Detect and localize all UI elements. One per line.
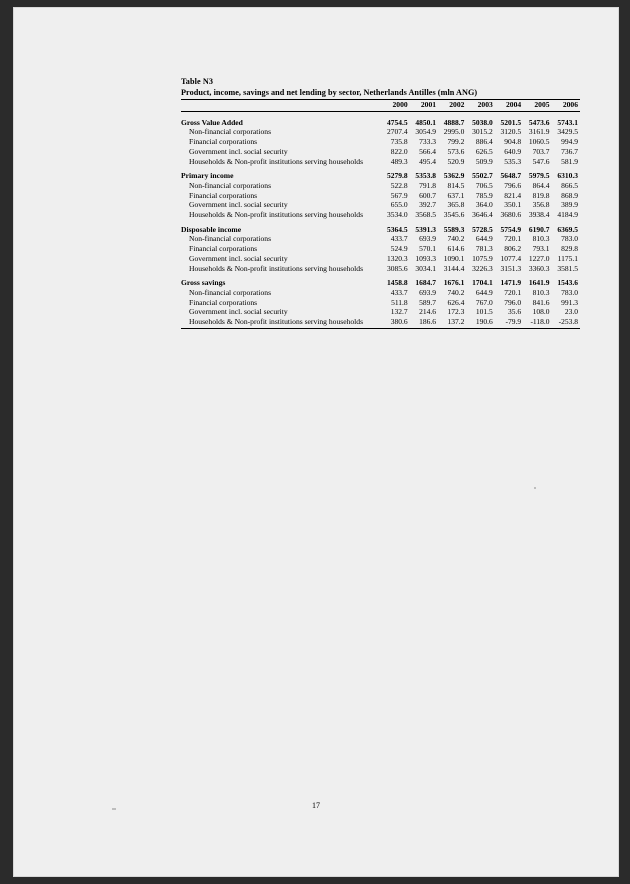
table-block (181, 76, 580, 329)
cell: 1320.3 (387, 253, 408, 263)
cell: 3034.1 (415, 263, 437, 273)
cell: 693.9 (419, 287, 437, 297)
cell: 3680.6 (500, 210, 522, 220)
cell: 1684.7 (415, 278, 437, 288)
cell: 2995.0 (443, 127, 465, 137)
table-row (181, 254, 580, 264)
cell: 5201.5 (500, 117, 522, 127)
page-content (14, 8, 618, 876)
cell: 524.9 (390, 244, 408, 254)
cell: 567.9 (390, 190, 408, 200)
table-row (181, 210, 580, 220)
cell: 706.5 (475, 180, 493, 190)
cell: 1471.9 (500, 278, 522, 288)
cell: 5743.1 (557, 117, 578, 127)
cell: 767.0 (475, 297, 493, 307)
cell: 566.4 (419, 146, 437, 156)
cell: 600.7 (419, 190, 437, 200)
cell: 829.8 (561, 244, 578, 254)
cell: 350.1 (504, 200, 522, 210)
cell: 1093.3 (415, 253, 437, 263)
cell: 994.9 (561, 137, 578, 147)
cell: 5362.9 (443, 171, 465, 181)
table-row (181, 137, 580, 147)
cell: 806.2 (504, 244, 522, 254)
page-number: 17 (312, 801, 320, 810)
cell: 626.4 (447, 297, 465, 307)
table-row (181, 264, 580, 274)
cell: 1676.1 (443, 278, 465, 288)
cell: 821.4 (504, 190, 522, 200)
cell: 720.1 (504, 287, 522, 297)
cell: 520.9 (447, 156, 465, 166)
row-label: Government incl. social security (189, 307, 288, 317)
column-header-2005: 2005 (523, 100, 551, 112)
cell: 703.7 (532, 146, 550, 156)
cell: 3646.4 (472, 210, 493, 220)
table-row (181, 273, 580, 288)
cell: 3568.5 (415, 210, 437, 220)
cell: 581.9 (561, 156, 578, 166)
cell: 35.6 (508, 307, 522, 317)
cell: -253.8 (552, 317, 580, 328)
column-header-2003: 2003 (466, 100, 494, 112)
section-heading: Gross savings (181, 278, 226, 288)
cell: 495.4 (419, 156, 437, 166)
cell: 547.6 (532, 156, 550, 166)
row-label: Households & Non-profit institutions serving households (189, 263, 364, 273)
cell: 655.0 (390, 200, 408, 210)
cell: 785.9 (475, 190, 493, 200)
cell: 791.8 (419, 180, 437, 190)
cell: 3581.5 (557, 263, 578, 273)
table-header-row (181, 100, 580, 112)
cell: 640.9 (504, 146, 522, 156)
cell: 1543.6 (557, 278, 578, 288)
column-header-2001: 2001 (410, 100, 438, 112)
cell: 172.3 (447, 307, 465, 317)
table-title: Product, income, savings and net lending by sector, Netherlands Antilles (mln ANG) (181, 88, 478, 97)
cell: -79.9 (495, 317, 523, 328)
cell: 991.3 (561, 297, 578, 307)
cell: 5038.0 (472, 117, 493, 127)
cell: 637.1 (447, 190, 465, 200)
cell: 511.8 (391, 297, 408, 307)
cell: 1458.8 (387, 278, 408, 288)
cell: 4754.5 (387, 117, 408, 127)
cell: 693.9 (419, 234, 437, 244)
cell: 3085.6 (387, 263, 408, 273)
cell: 783.0 (561, 234, 578, 244)
row-label: Financial corporations (189, 244, 258, 254)
column-header-2000: 2000 (381, 100, 409, 112)
column-header-sector (181, 100, 381, 112)
cell: 864.4 (532, 180, 550, 190)
cell: 904.8 (504, 137, 522, 147)
cell: 1077.4 (500, 253, 522, 263)
cell: 5364.5 (387, 224, 408, 234)
cell: 1227.0 (528, 253, 550, 263)
cell: 5754.9 (500, 224, 522, 234)
cell: 3151.3 (500, 263, 522, 273)
cell: 866.5 (561, 180, 578, 190)
cell: 644.9 (475, 287, 493, 297)
row-label: Non-financial corporations (189, 287, 272, 297)
table-row (181, 147, 580, 157)
section-heading: Disposable income (181, 224, 242, 234)
cell: 186.6 (410, 317, 438, 328)
row-label: Non-financial corporations (189, 127, 272, 137)
cell: 5353.8 (415, 171, 437, 181)
paper-speck (534, 487, 536, 489)
cell: 626.5 (475, 146, 493, 156)
row-label: Households & Non-profit institutions serving households (181, 317, 381, 328)
cell: 389.9 (561, 200, 578, 210)
cell: 570.1 (419, 244, 437, 254)
cell: 819.8 (532, 190, 550, 200)
cell: 799.2 (447, 137, 465, 147)
cell: 1090.1 (443, 253, 465, 263)
cell: 5473.6 (528, 117, 550, 127)
cell: 573.6 (447, 146, 465, 156)
table-row (181, 111, 580, 127)
cell: 3938.4 (528, 210, 550, 220)
column-header-2002: 2002 (438, 100, 466, 112)
cell: 3545.6 (443, 210, 465, 220)
table-row (181, 220, 580, 235)
cell: 644.9 (475, 234, 493, 244)
cell: 733.3 (419, 137, 437, 147)
cell: 6369.5 (557, 224, 578, 234)
cell: 740.2 (447, 287, 465, 297)
cell: 4184.9 (557, 210, 578, 220)
cell: 841.6 (532, 297, 550, 307)
cell: 3534.0 (387, 210, 408, 220)
row-label: Government incl. social security (189, 200, 288, 210)
cell: 5979.5 (528, 171, 550, 181)
cell: 3120.5 (500, 127, 522, 137)
row-label: Financial corporations (189, 137, 258, 147)
row-label: Government incl. social security (189, 253, 288, 263)
cell: -118.0 (523, 317, 551, 328)
section-heading: Gross Value Added (181, 117, 243, 127)
table-row (181, 127, 580, 137)
column-header-2006: 2006 (552, 100, 580, 112)
cell: 3161.9 (528, 127, 550, 137)
cell: 1175.1 (557, 253, 578, 263)
cell: 783.0 (561, 287, 578, 297)
cell: 190.6 (466, 317, 494, 328)
cell: 3054.9 (415, 127, 437, 137)
row-label: Households & Non-profit institutions serving households (189, 156, 364, 166)
table-row (181, 191, 580, 201)
table-row (181, 307, 580, 317)
table-row (181, 244, 580, 254)
cell: 796.6 (504, 180, 522, 190)
cell: 380.6 (381, 317, 409, 328)
row-label: Non-financial corporations (189, 180, 272, 190)
cell: 5502.7 (472, 171, 493, 181)
table-row (181, 200, 580, 210)
cell: 489.3 (390, 156, 408, 166)
row-label: Non-financial corporations (189, 234, 272, 244)
cell: 1641.9 (528, 278, 550, 288)
cell: 3144.4 (443, 263, 465, 273)
cell: 793.1 (532, 244, 550, 254)
cell: 1075.9 (472, 253, 493, 263)
cell: 614.6 (447, 244, 465, 254)
cell: 356.8 (532, 200, 550, 210)
cell: 810.3 (532, 234, 550, 244)
row-label: Financial corporations (189, 297, 258, 307)
cell: 433.7 (390, 287, 408, 297)
cell: 365.8 (447, 200, 465, 210)
cell: 4888.7 (443, 117, 465, 127)
cell: 4850.1 (415, 117, 437, 127)
cell: 5279.8 (387, 171, 408, 181)
cell: 735.8 (390, 137, 408, 147)
cell: 6310.3 (557, 171, 578, 181)
table-row (181, 298, 580, 308)
cell: 132.7 (390, 307, 408, 317)
cell: 814.5 (447, 180, 465, 190)
statistics-table (181, 99, 580, 329)
cell: 740.2 (447, 234, 465, 244)
cell: 810.3 (532, 287, 550, 297)
cell: 392.7 (419, 200, 437, 210)
table-row (181, 157, 580, 167)
cell: 5589.3 (443, 224, 465, 234)
cell: 868.9 (561, 190, 578, 200)
cell: 720.1 (504, 234, 522, 244)
table-body (181, 111, 580, 328)
cell: 522.8 (390, 180, 408, 190)
row-label: Households & Non-profit institutions serving households (189, 210, 364, 220)
document-page (14, 8, 618, 876)
cell: 2707.4 (387, 127, 408, 137)
cell: 796.0 (504, 297, 522, 307)
cell: 5728.5 (472, 224, 493, 234)
table-row (181, 234, 580, 244)
column-header-2004: 2004 (495, 100, 523, 112)
cell: 433.7 (390, 234, 408, 244)
table-header (181, 100, 580, 112)
cell: 736.7 (561, 146, 578, 156)
cell: 3360.3 (528, 263, 550, 273)
cell: 5648.7 (500, 171, 522, 181)
cell: 6190.7 (528, 224, 550, 234)
cell: 822.0 (390, 146, 408, 156)
cell: 1060.5 (528, 137, 550, 147)
cell: 886.4 (475, 137, 493, 147)
cell: 1704.1 (472, 278, 493, 288)
row-label: Financial corporations (189, 190, 258, 200)
cell: 781.3 (475, 244, 493, 254)
table-row (181, 288, 580, 298)
row-label: Government incl. social security (189, 146, 288, 156)
cell: 364.0 (475, 200, 493, 210)
cell: 3015.2 (472, 127, 493, 137)
cell: 3226.3 (472, 263, 493, 273)
cell: 509.9 (475, 156, 493, 166)
table-row (181, 317, 580, 328)
table-number: Table N3 (181, 77, 214, 86)
cell: 137.2 (438, 317, 466, 328)
table-row (181, 181, 580, 191)
cell: 214.6 (419, 307, 437, 317)
table-row (181, 166, 580, 181)
section-heading: Primary income (181, 171, 234, 181)
cell: 23.0 (564, 307, 578, 317)
cell: 589.7 (419, 297, 437, 307)
cell: 108.0 (532, 307, 550, 317)
cell: 535.3 (504, 156, 522, 166)
cell: 3429.5 (557, 127, 578, 137)
cell: 101.5 (475, 307, 493, 317)
cell: 5391.3 (415, 224, 437, 234)
